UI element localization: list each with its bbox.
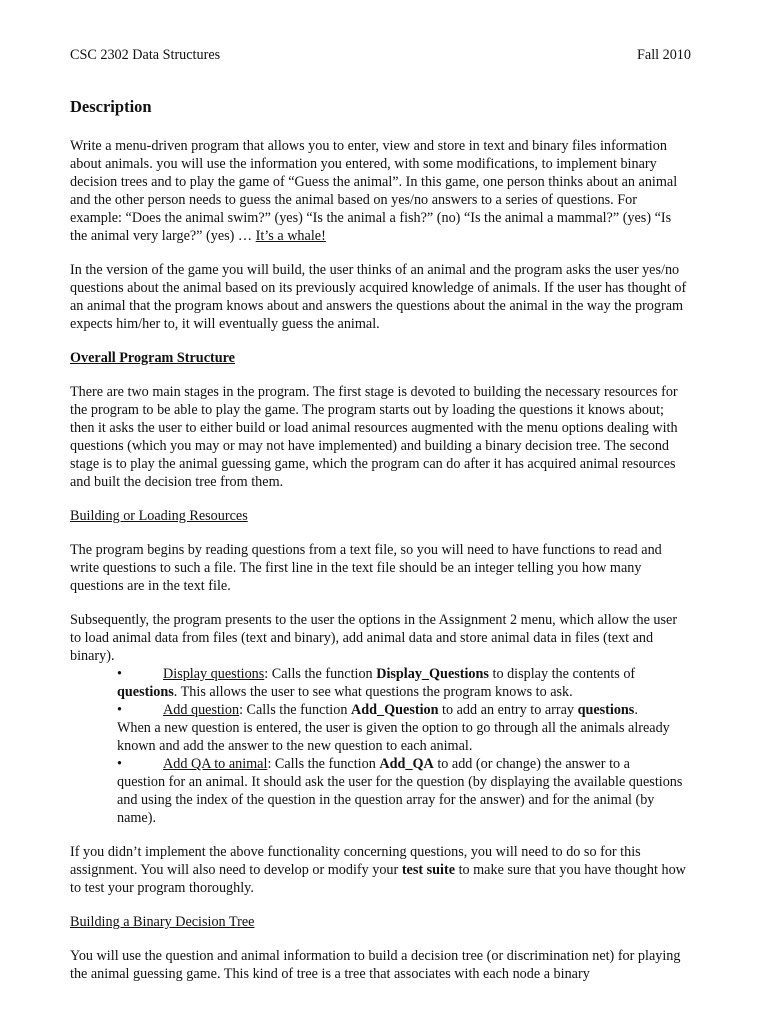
function-name: Add_QA	[379, 756, 434, 772]
menu-paragraph: Subsequently, the program presents to the user the options in the Assignment 2 menu, which allow the user to load animal data from files (text and binary), add animal data and store animal data in files (text and binary).	[70, 612, 678, 664]
paragraph-text: If you didn’t implement the above functionality concerning questions, you will need to do so for this assignment. You will also need to develop or modify your	[70, 844, 641, 878]
bullet-text: : Calls the function	[239, 702, 351, 718]
game-version-paragraph: In the version of the game you will build, the user thinks of an animal and the program asks the user yes/no questions about the animal based on its previously acquired knowledge of animals. If the user has thought of an animal that the program knows about and answers the questions about the animal in the way the program expects him/her to, it will eventually guess the animal.	[70, 262, 687, 332]
function-name: Add_Question	[350, 702, 439, 718]
bullet-text: to display the contents of	[488, 666, 636, 682]
function-name: Display_Questions	[376, 666, 489, 682]
decision-tree-paragraph: You will use the question and animal information to build a decision tree (or discrimination net) for playing the animal guessing game. This kind of tree is a tree that associates with each node a binary	[70, 948, 681, 982]
bullet-icon: •	[117, 702, 122, 718]
decision-tree-heading: Building a Binary Decision Tree	[70, 914, 255, 930]
bullet-text: : Calls the function	[267, 756, 380, 772]
array-name: questions	[117, 684, 174, 700]
intro-paragraph	[70, 137, 690, 245]
test-suite-paragraph	[70, 843, 690, 897]
test-suite-term: test suite	[401, 862, 456, 878]
bullet-add-qa	[117, 755, 690, 827]
bullet-continuation: question for an animal. It should ask the user for the question (by displaying the available questions and using the index of the question in the question array for the answer) and for the animal (by name).	[117, 774, 683, 826]
page-content	[70, 46, 690, 999]
bullet-text: . This allows the user to see what questions the program knows to ask.	[173, 684, 573, 700]
building-resources-heading: Building or Loading Resources	[70, 508, 248, 524]
bullet-text: to add an entry to array	[438, 702, 578, 718]
bullet-add-question	[117, 701, 690, 755]
reading-questions-paragraph: The program begins by reading questions from a text file, so you will need to have functions to read and write questions to such a file. The first line in the text file should be an integer telling you how many questions are in the text file.	[70, 542, 662, 594]
array-name: questions	[577, 702, 635, 718]
page-header	[70, 46, 690, 64]
course-title: CSC 2302 Data Structures	[70, 47, 221, 63]
bullet-icon: •	[117, 666, 122, 682]
whale-answer: It’s a whale!	[255, 228, 326, 244]
bullet-icon: •	[117, 756, 122, 772]
bullet-display-questions	[117, 665, 690, 701]
term-label: Fall 2010	[637, 47, 691, 63]
overall-structure-heading: Overall Program Structure	[70, 350, 235, 366]
description-heading: Description	[70, 97, 152, 116]
bullet-text: .	[634, 702, 638, 718]
add-qa-option: Add QA to animal	[163, 756, 268, 772]
bullet-text: : Calls the function	[264, 666, 377, 682]
intro-text: Write a menu-driven program that allows you to enter, view and store in text and binary files information about animals. you will use the information you entered, with some modifications, to implement binary decision trees and to play the game of “Guess the animal”. In this game, one person thinks about an animal and the other person needs to guess the animal based on yes/no answers to a series of questions. For example: “Does the animal swim?” (yes) “Is the animal a fish?” (no) “Is the animal a mammal?” (yes) “Is the animal very large?” (yes) …	[70, 138, 678, 244]
bullet-continuation: When a new question is entered, the user is given the option to go through all the animals already known and add the answer to the new question to each animal.	[117, 720, 670, 754]
stages-paragraph: There are two main stages in the program. The first stage is devoted to building the necessary resources for the program to be able to play the game. The program starts out by loading the questions it knows about; then it asks the user to either build or load animal resources augmented with the menu options dealing with questions (which you may or may not have implemented) and building a binary decision tree. The second stage is to play the animal guessing game, which the program can do after it has acquired animal resources and built the decision tree from them.	[70, 384, 678, 490]
add-question-option: Add question	[163, 702, 240, 718]
display-questions-option: Display questions	[163, 666, 265, 682]
bullet-text: to add (or change) the answer to a	[433, 756, 630, 772]
paragraph-text: to make sure that you have thought how to test your program thoroughly.	[70, 862, 686, 896]
